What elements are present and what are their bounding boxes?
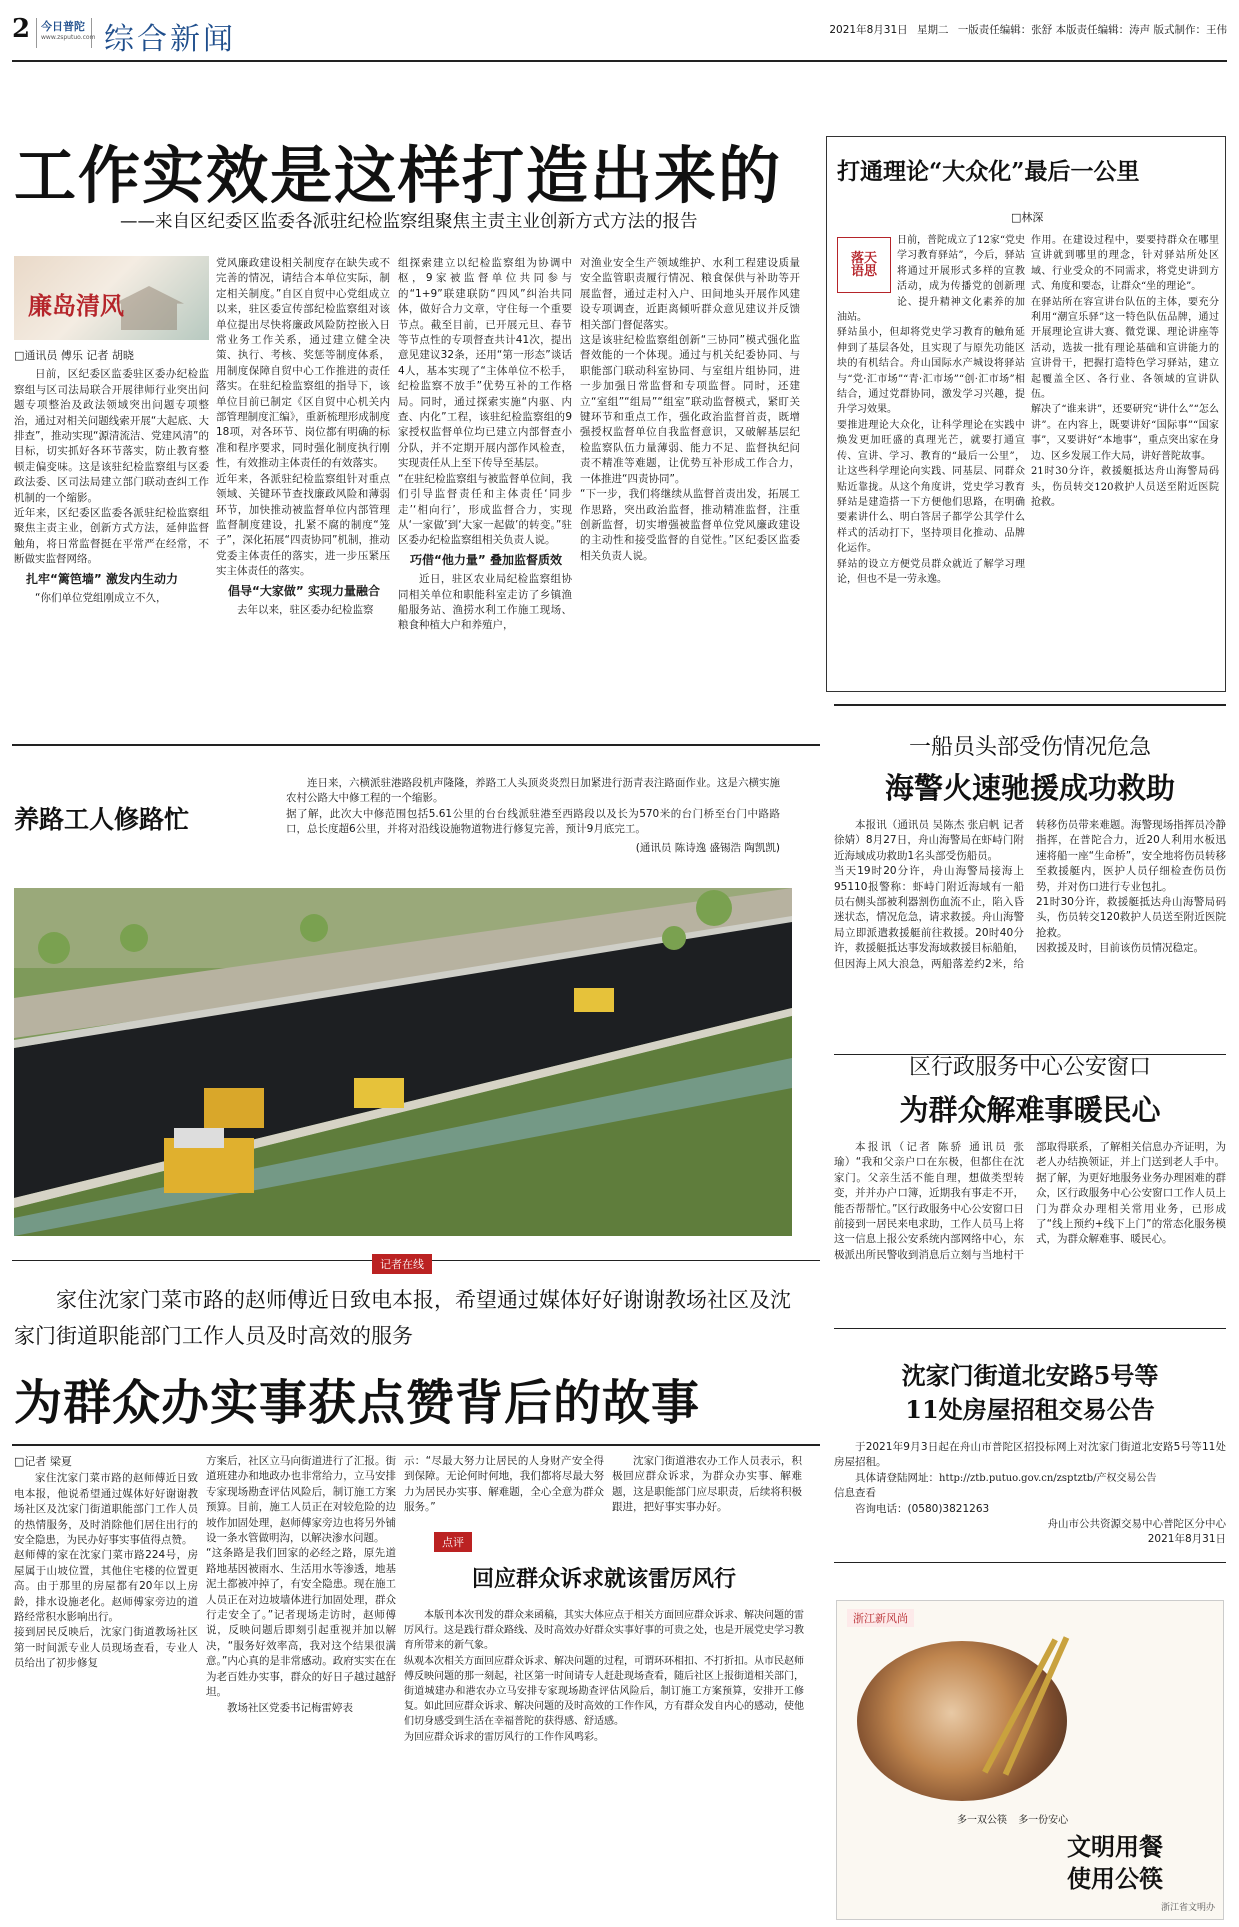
ad-slogan-2: 多一份安心: [1018, 1815, 1069, 1826]
ad-headline: 文明用餐 使用公筷: [1067, 1832, 1163, 1893]
paper-name: 今日普陀: [41, 20, 85, 33]
auction-phone: (0580)3821263: [907, 1502, 990, 1515]
issue-weekday: 星期二: [916, 24, 949, 36]
header-meta: [829, 22, 1227, 37]
paper-logo: [36, 18, 96, 48]
boat-text-body: 本报讯（通讯员 吴陈杰 张启帆 记者 徐婧）8月27日，舟山海警局在虾峙门附近海域成功救助1名头部受伤船员。 当天19时20分许，舟山海警局接海上95110报警称：虾峙门附近海域有一船员右侧头部被利器割伤血流不止，陷入昏迷状态，情况危急，请求救援。舟山海警局立即派遣救援艇前往救援。20时40分许，救援艇抵达事发海域救援目标船舶，但因海上风大浪急，两船落差约2米，给转移伤员带来难题。海警现场指挥员冷静指挥，在普陀合力，近20人利用水板迅速将船一座“生命桥”，安全地将伤员转移至救援艇内，医护人员仔细检查伤员伤势，并对伤口进行专业包扎。 21时30分许，救援艇抵达舟山海警局码头，伤员转交120救护人员送至附近医院抢救。 因救援及时，目前该伤员情况稳定。: [834, 819, 1226, 970]
comment-text: 本版刊本次刊发的群众来函稿，其实大体应点于相关方面回应群众诉求、解决问题的雷厉风行。这是践行群众路线、及时高效办好群众实事好事的可贵之处，也是开展党史学习教育所带来的新气象。 纵观本次相关方面回应群众诉求、解决问题的过程，可谓环环相扣、不打折扣。从市民赵师傅反映问题的那一刻起，社区第一时间请专人赶赴现场查看，随后社区上报街道相关部门，街道城建办和港农办立马安排专家现场勘查评估风险后，制订施工方案预算，安排开工修复。如此回应群众诉求、解决问题的及时高效的工作作风，方有群众发自内心的感动，使他们切身感受到生活在幸福普陀的获得感、舒适感。 为回应群众诉求的雷厉风行的工作作风鸣彩。: [404, 1610, 804, 1743]
feature-col4-text: 沈家门街道港农办工作人员表示，积极回应群众诉求，为群众办实事、解难题，这是职能部门应尽职责，后续将积极跟进，把好事实事办好。: [612, 1455, 802, 1514]
paper-url: www.zsputuo.com: [41, 34, 96, 41]
masthead: [12, 14, 1227, 58]
lead-col1-subhead: 扎牢“篱笆墙” 激发内生动力: [26, 571, 178, 586]
auction-text: 于2021年9月3日起在舟山市普陀区招投标网上对沈家门街道北安路5号等11处房屋招租。: [834, 1441, 1226, 1469]
lead-col2-text: 党风廉政建设相关制度存在缺失或不完善的情况，请结合本单位实际，制定相关制度。”自区自贸中心党组成立以来，驻区委宣传部纪检监察组对该单位提出尽快将廉政风险防控嵌入日常业务工作关系，通过建立健全决策、执行、考核、奖惩等制度体系，用制度保障自贸中心工作推进的责任落实。在驻纪检监察组的指导下，该单位目前已制定《区自贸中心机关内部管理制度汇编》，重新梳理形成制度18项，对各环节、岗位都有明确的标准和程序要求，同时强化制度执行刚性，有效推动主体责任的有效落实。 近年来，各派驻纪检监察组针对重点领域、关键环节查找廉政风险和薄弱环节，加快推动被监督单位内部管理监督制度建设，扎紧不腐的制度“笼子”，深化拓展“四责协同”机制，推动党委主体责任的落实，进一步压紧压实主体责任的落实。: [216, 257, 390, 578]
issue-date: 2021年8月31日: [829, 24, 908, 36]
auction-headline-1: 沈家门街道北安路5号等: [901, 1361, 1159, 1390]
auction-info: 信息查看: [834, 1487, 876, 1500]
lead-subhead: ——来自区纪委区监委各派驻纪检监察组聚焦主责主业创新方式方法的报告: [120, 212, 698, 232]
section-title: 综合新闻: [104, 22, 236, 57]
lead-byline: □通讯员 傅乐 记者 胡晓: [14, 349, 134, 362]
lead-col3-tail: 近日，驻区农业局纪检监察组协同相关单位和职能科室走访了乡镇渔船服务站、渔捞水利工作施工现场、粮食种植大户和养殖户，: [398, 573, 572, 632]
pavilion-shape: [114, 286, 184, 330]
theory-col1-text: 日前，普陀成立了12家“党史学习教育驿站”，今后，驿站将通过开展形式多样的宣教活动，成为传播党的创新理论、提升精神文化素养的加油站。 驿站虽小，但却将党史学习教育的触角延伸到了基层各处，且实现了与原先功能区块的有机结合。舟山国际水产城设将驿站与“党·汇市场”“青·汇市场”“创·汇市场”相结合，通过党群协同，激发学习兴趣，提升学习效果。 要推进理论大众化，让科学理论在实践中焕发更加旺盛的真理光芒，就要打通宣传、宣讲、学习、教育的“最后一公里”，让这些科学理论向实践、同基层、同群众贴近靠拢。从这个角度讲，党史学习教育驿站是建造搭一下方便他们思路，在明确要素讲什么、明白答居子都学公其学什么样式的活动打下，坚持项目化推动、品牌化运作。 驿站的设立方便党员群众就近了解学习理论，但也不是一劳永逸。: [837, 235, 1025, 585]
boat-text: [834, 818, 1226, 1050]
lead-col1-tail: “你们单位党组刚成立不久，: [35, 592, 167, 605]
lead-col3-text: 组探索建立以纪检监察组为协调中枢，9家被监督单位共同参与的“1+9”联建联防“四风”纠治共同体，做好合力文章，守住每一个重要节点。截至目前，已开展元旦、春节等节点性的专项督查共计41次，提出意见建议32条，还用“第一形态”谈话4人，基本实现了“主体单位不松手，纪检监察不放手”优势互补的工作格局。同时，通过探索实施“内驱、内查、内化”工程，该驻纪检监察组的9家授权监督单位均已建立内部督查小分队，并不定期开展内部作风检查，实现责任从上至下传导至基层。 “在驻纪检监察组与被监督单位间，我们引导监督责任和主体责任‘同步走’‘相向行’，形成监督合力，实现从‘一家做’到‘大家一起做’的转变。”驻区委办纪检监察组相关负责人说。: [398, 257, 572, 547]
ad-footer: 浙江省文明办: [1160, 1903, 1215, 1913]
section-rule-right-4: [834, 1562, 1226, 1563]
comment-title: 回应群众诉求就该雷厉风行: [471, 1566, 736, 1592]
theory-col-1: [837, 233, 1025, 683]
paver-machine: [204, 1088, 264, 1128]
lead-col3-subhead: 巧借“他力量” 叠加监督质效: [410, 552, 562, 567]
ad-slogan-1: 多一双公筷: [957, 1815, 1007, 1826]
header-rule: [12, 60, 1227, 62]
ad-box: [836, 1600, 1224, 1920]
boat-kicker: 一船员头部受伤情况危急: [908, 735, 1151, 760]
theory-byline: □林深: [1011, 211, 1044, 224]
lead-image-caption: 廉岛清风: [28, 291, 124, 320]
ad-brand: 浙江新风尚: [847, 1609, 914, 1627]
feature-col3-text: 示：“尽最大努力让居民的人身财产安全得到保障。无论何时何地，我们都将尽最大努力为居民办实事、解难题，全心全意为群众服务。”: [404, 1455, 604, 1514]
feature-headline: 为群众办实事获点赞背后的故事: [14, 1375, 701, 1431]
auction-phone-label: 咨询电话：: [855, 1502, 908, 1515]
feature-col2-tail: 教场社区党委书记梅雷婷表: [227, 1701, 353, 1714]
feature-badge: 记者在线: [372, 1254, 432, 1274]
theory-box: [826, 136, 1226, 692]
police-kicker: 区行政服务中心公安窗口: [908, 1055, 1151, 1080]
police-text: [834, 1140, 1226, 1320]
lead-col-3: [398, 256, 572, 688]
page-number: 2: [12, 14, 31, 44]
editor-credits: 一版责任编辑：张舒 本版责任编辑：涛声 版式制作：王伟: [957, 24, 1227, 36]
feature-col-4: [612, 1454, 802, 1524]
comment-badge: 点评: [434, 1532, 472, 1552]
road-photo: [14, 888, 792, 1236]
lead-col-4: [580, 256, 800, 688]
auction-link-label: 具体请登陆网址：: [855, 1471, 939, 1484]
road-photo-svg: [14, 888, 792, 1236]
lead-image: [14, 256, 209, 340]
feature-col-3: [404, 1454, 604, 1524]
auction-date: 2021年8月31日: [1147, 1533, 1226, 1546]
auction-headline-2: 11处房屋招租交易公告: [905, 1395, 1155, 1424]
ad-slogans: [957, 1811, 1068, 1826]
police-text-body: 本报讯（记者 陈骄 通讯员 张瑜）“我和父亲户口在东极，但都住在沈家门。父亲生活不能自理，想做类型转变，并并办户口簿，近期我有事走不开，能否帮帮忙。”区行政服务中心公安窗口日前接到一居民来电求助，工作人员马上将这一信息上报公安系统内部网络中心，东极派出所民警收到消息后立刻与当地村干部取得联系，了解相关信息办齐证明，为老人办结换领证，并上门送到老人手中。 据了解，为更好地服务业务办理困难的群众，区行政服务中心公安窗口工作人员上门为群众办理相关常用业务，已形成了“线上预约+线下上门”的常态化服务模式，为群众解难事、暖民心。: [834, 1141, 1226, 1261]
lead-col-2: [216, 256, 390, 688]
feature-col-1: [14, 1454, 198, 1924]
hotpot-image: [857, 1641, 1067, 1801]
auction-body: [834, 1440, 1226, 1548]
feature-deck: 家住沈家门菜市路的赵师傅近日致电本报，希望通过媒体好好谢谢教场社区及沈家门街道职能部门工作人员及时高效的服务: [14, 1288, 791, 1348]
auction-issuer: 舟山市公共资源交易中心普陀区分中心: [1047, 1518, 1226, 1531]
roller-2: [574, 988, 614, 1012]
section-rule-1: [12, 744, 820, 746]
feature-col2-text: 方案后，社区立马向街道进行了汇报。街道班建办和地政办也非常给力，立马安排专家现场勘查评估风险后，制订施工方案预算。目前，施工人员正在对较危险的边坡作加固处理，赵师傅家旁边也将另外铺设一条水管做明沟，以解决渗水问题。 “这条路是我们回家的必经之路，原先道路地基因被雨水、生活用水等渗透，地基泥土都被冲掉了，有安全隐患。现在施工人员正在对边坡墙体进行加固处理，群众行走安全了。”记者现场走访时，赵师傅说，反映问题后即刻引起重视并加以解决，“服务好效率高，我对这个结果很满意。”内心真的是非常感动。政府实实在在为老百姓办实事，群众的好日子越过越舒坦。: [206, 1455, 396, 1699]
police-headline: 为群众解难事暖民心: [899, 1093, 1161, 1127]
lead-col-1: [14, 348, 209, 688]
road-caption: 连日来，六横派驻港路段机声隆隆，养路工人头顶炎炎烈日加紧进行沥青表注路面作业。这是六横实施农村公路大中修工程的一个缩影。 据了解，此次大中修范围包括5.61公里的台台线派驻港至西路段以及长为570米的台门桥至台门中路路口，总长度超6公里，并将对沿线设施物道物进行修复完善，预计9月底完工。: [286, 777, 780, 836]
boat-headline: 海警火速驰援成功救助: [884, 771, 1175, 805]
section-rule-right-1: [834, 704, 1226, 706]
lead-headline: 工作实效是这样打造出来的: [14, 139, 783, 212]
auction-link[interactable]: http://ztb.putuo.gov.cn/zsptztb/产权交易公告: [939, 1472, 1157, 1484]
theory-col2-text: 作用。在建设过程中，要要持群众在哪里宣讲就到哪里的理念，针对驿站所处区域、行业受众的不同需求，将党史讲到方式、角度和要态，让群众“坐的理论”。 在驿站所在容宣讲台队伍的主体，要充分利用“潮宣乐驿”这一特色队伍品牌，通过开展理论宣讲大赛、微党课、理论讲座等活动，选拔一批有理论基础和宣讲能力的宣讲骨干，把握打造特色学习驿站，建立起覆盖全区、各行业、各领域的宣讲队伍。 解决了“谁来讲”，还要研究“讲什么”“怎么讲”。在内容上，既要讲好“国际事”“国家事”，又要讲好“本地事”，重点突出家在身边、区乡发展工作大局，讲好普陀故事。 21时30分许，救援艇抵达舟山海警局码头，伤员转交120救护人员送至附近医院抢救。: [1031, 235, 1219, 508]
feature-byline: □记者 梁夏: [14, 1455, 72, 1468]
feature-rule: [12, 1444, 820, 1446]
road-caption-block: [286, 776, 780, 855]
lead-col1-text: 日前，区纪委区监委驻区委办纪检监察组与区司法局联合开展律师行业突出问题专项整治及政法领域突出问题专项整治，通过对相关问题线索开展“大起底、大排查”，推动实现“源清流洁、党建风清”的目标，切实抓好各环节落实，防止教育整顿走偏变味。这是该驻纪检监察组与区委政法委、区司法局建立部门联动查纠工作机制的一个缩影。 近年来，区纪委区监委各派驻纪检监察组聚焦主责主业，创新方式方法，延伸监督触角，将日常监督挺在平常严在经常，不断做实监督网络。: [14, 368, 209, 566]
road-title: 养路工人修路忙: [14, 805, 190, 834]
theory-badge-text: 落天语思: [850, 251, 877, 279]
roller: [354, 1078, 404, 1108]
lead-col4-text: 对渔业安全生产领域维护、水利工程建设质量安全监管职责履行情况、粮食保供与补助等开展监督，通过走村入户、田间地头开展作风建设专项调查，近距离倾听群众意见建议并反馈相关部门督促落实。 这是该驻纪检监察组创新“三协同”模式强化监督效能的一个体现。通过与机关纪委协同、与职能部门联动科室协同、与室组片组协同，进一步加强日常监督和专项监督。同时，还建立“室组”“组局”“组室”联动监督模式，紧盯关键环节和重点工作，强化政治监督首责，既增强授权监督单位自我监督意识，又破解基层纪检监察队伍力量薄弱、能力不足、监督执纪问责不精准等难题，让优势互补形成工作合力，一体推进“四责协同”。 “下一步，我们将继续从监督首责出发，拓展工作思路，突出政治监督，推动精准监督，注重创新监督，切实增强被监督单位党风廉政建设的主动性和接受监督的自觉性。”区纪委区监委相关负责人说。: [580, 257, 800, 562]
section-rule-right-3: [834, 1328, 1226, 1329]
road-credit: (通讯员 陈诗逸 盛锡浩 陶凯凯): [635, 841, 780, 854]
lead-col2-tail: 去年以来，驻区委办纪检监察: [237, 603, 374, 616]
theory-col-2: [1031, 233, 1219, 683]
theory-headline: 打通理论“大众化”最后一公里: [837, 158, 1140, 185]
feature-col1-text: 家住沈家门菜市路的赵师傅近日致电本报，他说希望通过媒体好好谢谢教场社区及沈家门街道职能部门工作人员的热情服务，及时消除他们居住出行的安全隐患，为民办好事实事值得点赞。 赵师傅的家在沈家门菜市路224号，房屋属于山坡位置，其他住宅楼的位置更高。由于那里的房屋都有20年以上房龄，排水设施老化。赵师傅家旁边的道路经常积水影响出行。 接到居民反映后，沈家门街道教场社区第一时间派专业人员现场查看，专业人员给出了初步修复: [14, 1472, 198, 1670]
lead-col2-subhead: 倡导“大家做” 实现力量融合: [228, 583, 380, 598]
comment-box: [404, 1532, 804, 1922]
comment-body: [404, 1608, 804, 1918]
feature-col-2: [206, 1454, 396, 1924]
